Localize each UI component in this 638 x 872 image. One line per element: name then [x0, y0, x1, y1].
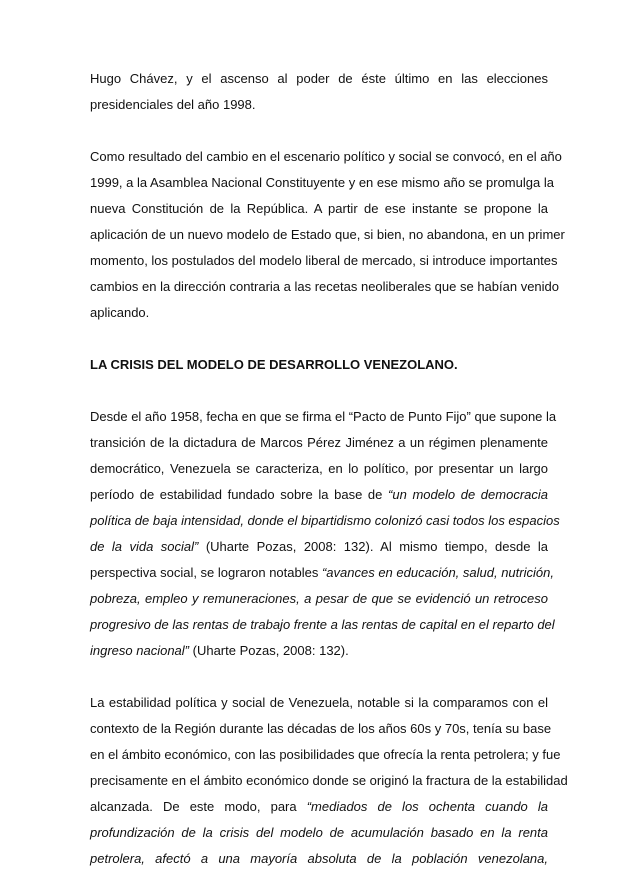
paragraph-gap	[90, 378, 548, 404]
text-line: democrático, Venezuela se caracteriza, en lo político, por presentar un largo	[90, 461, 548, 476]
text-run: perspectiva social, se lograron notables	[90, 565, 322, 580]
paragraph-4	[90, 690, 568, 872]
document-page	[90, 66, 568, 872]
quoted-text: “avances en educación, salud, nutrición,	[321, 565, 554, 580]
section-heading: LA CRISIS DEL MODELO DE DESARROLLO VENEZOLANO.	[90, 357, 458, 372]
quoted-text-line: progresivo de las rentas de trabajo frente a las rentas de capital en el reparto del	[90, 617, 555, 632]
text-line: transición de la dictadura de Marcos Pérez Jiménez a un régimen plenamente	[90, 435, 548, 450]
text-line	[90, 638, 548, 664]
text-line: La estabilidad política y social de Venezuela, notable si la comparamos con el	[90, 695, 548, 710]
text-line: 1999, a la Asamblea Nacional Constituyente y en ese mismo año se promulga la	[90, 175, 554, 190]
text-line: cambios en la dirección contraria a las recetas neoliberales que se habían venido	[90, 279, 560, 294]
text-line: aplicando.	[90, 305, 150, 320]
text-line	[90, 560, 554, 586]
text-line: nueva Constitución de la República. A partir de ese instante se propone la	[90, 201, 548, 216]
paragraph-3	[90, 404, 560, 664]
quoted-text-line: política de baja intensidad, donde el bipartidismo colonizó casi todos los espacios	[90, 513, 560, 528]
text-line	[90, 794, 548, 820]
quoted-text: “un modelo de democracia	[388, 487, 549, 502]
paragraph-gap	[90, 326, 548, 352]
text-run: alcanzada. De este modo, para	[90, 799, 307, 814]
text-line: Hugo Chávez, y el ascenso al poder de éste último en las elecciones	[90, 71, 548, 86]
citation-text: (Uharte Pozas, 2008: 132).	[189, 643, 349, 658]
quoted-text-line: petrolera, afectó a una mayoría absoluta de la población venezolana,	[90, 851, 548, 866]
text-line	[90, 534, 548, 560]
text-line: precisamente en el ámbito económico donde se originó la fractura de la estabilidad	[90, 773, 568, 788]
quoted-text: ingreso nacional”	[90, 643, 190, 658]
text-line: en el ámbito económico, con las posibilidades que ofrecía la renta petrolera; y fue	[90, 747, 561, 762]
paragraph-2	[90, 144, 565, 326]
paragraph-gap	[90, 118, 548, 144]
quoted-text-line: profundización de la crisis del modelo de acumulación basado en la renta	[90, 825, 548, 840]
text-line	[90, 482, 548, 508]
quoted-text: de la vida social”	[90, 539, 199, 554]
paragraph-1	[90, 66, 548, 118]
quoted-text-line: pobreza, empleo y remuneraciones, a pesar de que se evidenció un retroceso	[90, 591, 548, 606]
paragraph-gap	[90, 664, 548, 690]
quoted-text: “mediados de los ochenta cuando la	[306, 799, 548, 814]
text-line: Como resultado del cambio en el escenario político y social se convocó, en el año	[90, 149, 562, 164]
citation-text: (Uharte Pozas, 2008: 132). Al mismo tiempo, desde la	[198, 539, 548, 554]
text-line: contexto de la Región durante las décadas de los años 60s y 70s, tenía su base	[90, 721, 552, 736]
text-line: Desde el año 1958, fecha en que se firma el “Pacto de Punto Fijo” que supone la	[90, 409, 557, 424]
text-line: momento, los postulados del modelo liberal de mercado, si introduce importantes	[90, 253, 558, 268]
text-run: período de estabilidad fundado sobre la base de	[90, 487, 389, 502]
text-line: aplicación de un nuevo modelo de Estado que, si bien, no abandona, en un primer	[90, 227, 565, 242]
text-line: presidenciales del año 1998.	[90, 97, 256, 112]
